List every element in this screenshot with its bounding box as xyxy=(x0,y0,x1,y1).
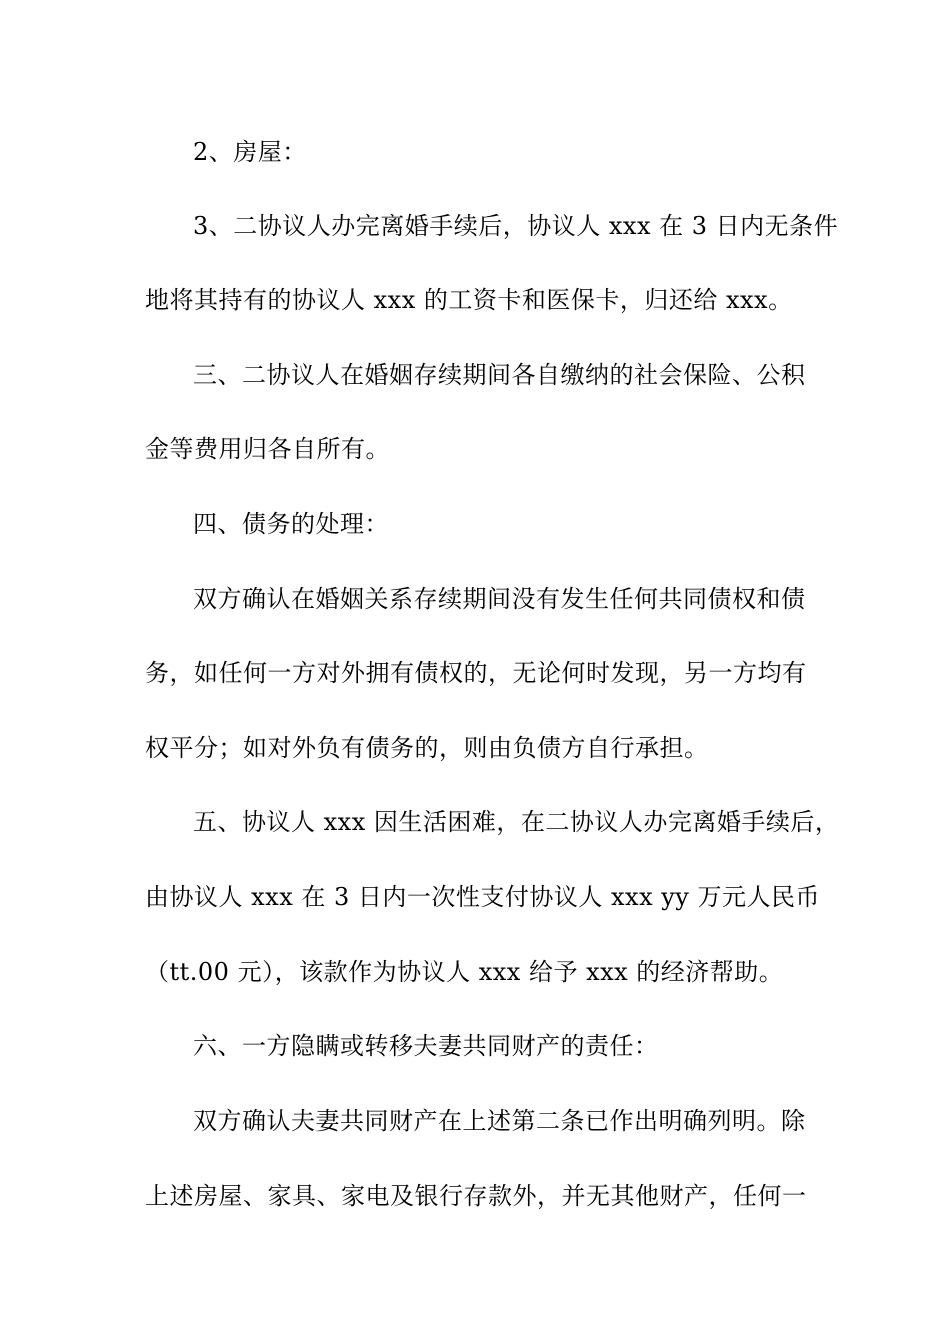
paragraph-line: 上述房屋、家具、家电及银行存款外，并无其他财产，任何一 xyxy=(145,1182,807,1210)
paragraph-line: 三、二协议人在婚姻存续期间各自缴纳的社会保险、公积 xyxy=(193,361,806,389)
paragraph-line: 双方确认在婚姻关系存续期间没有发生任何共同债权和债 xyxy=(193,585,806,613)
paragraph-line: 由协议人 xxx 在 3 日内一次性支付协议人 xxx yy 万元人民币 xyxy=(145,883,820,911)
paragraph-line: 权平分；如对外负有债务的，则由负债方自行承担。 xyxy=(145,734,709,762)
paragraph-line: 地将其持有的协议人 xxx 的工资卡和医保卡，归还给 xxx。 xyxy=(145,286,793,314)
paragraph-line: 3、二协议人办完离婚手续后，协议人 xxx 在 3 日内无条件 xyxy=(193,212,839,240)
section-heading-concealment: 六、一方隐瞒或转移夫妻共同财产的责任： xyxy=(193,1032,659,1060)
paragraph-line: 五、协议人 xxx 因生活困难，在二协议人办完离婚手续后， xyxy=(193,808,840,836)
paragraph-line: 金等费用归各自所有。 xyxy=(145,435,390,463)
paragraph-line-house-heading: 2、房屋： xyxy=(193,138,307,166)
paragraph-line: 务，如任何一方对外拥有债权的，无论何时发现，另一方均有 xyxy=(145,659,807,687)
paragraph-line: 双方确认夫妻共同财产在上述第二条已作出明确列明。除 xyxy=(193,1107,806,1135)
section-heading-debts: 四、债务的处理： xyxy=(193,510,389,538)
paragraph-line: （tt.00 元），该款作为协议人 xxx 给予 xxx 的经济帮助。 xyxy=(145,958,784,986)
